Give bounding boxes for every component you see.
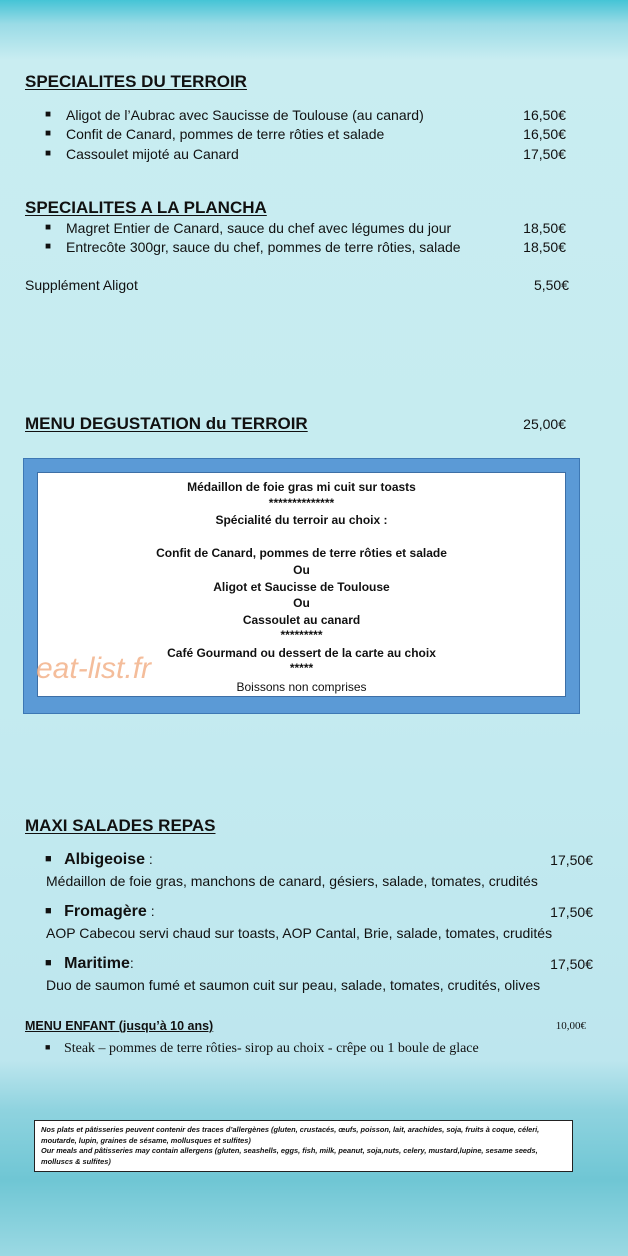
menu-line: Ou [293,596,310,610]
enfant-item [45,1038,479,1058]
menu-line: Confit de Canard, pommes de terre rôties et salade [156,546,447,560]
menu-item-label: Confit de Canard, pommes de terre rôties et salade [66,126,385,142]
menu-line: Boissons non comprises [236,680,367,694]
allergen-text-fr: Nos plats et pâtisseries peuvent contenir des traces d’allergènes (gluten, crustacés, œufs, poisson, lait, arachides, soja, fruits à coque, céleri, moutarde, lupin, graines de sésame, mollusques et sulfites) [41,1125,540,1145]
menu-item-label: Magret Entier de Canard, sauce du chef avec légumes du jour [66,220,452,236]
salad-price: 17,50€ [550,956,593,972]
section-title-salades: MAXI SALADES REPAS [25,816,216,835]
menu-item-label: Entrecôte 300gr, sauce du chef, pommes de terre rôties, salade [66,239,461,255]
menu-item-price: 18,50€ [523,220,566,236]
menu-line: Aligot et Saucisse de Toulouse [213,580,390,594]
square-bullet-icon: ■ [45,905,52,917]
square-bullet-icon: ■ [45,222,52,233]
menu-item [45,105,445,125]
enfant-price: 10,00€ [555,1020,586,1032]
degustation-price: 25,00€ [523,416,566,432]
menu-item-price: 18,50€ [523,239,566,255]
salad-name: Albigeoise [64,851,146,868]
menu-line: Spécialité du terroir au choix : [215,513,388,527]
salad-description: AOP Cabecou servi chaud sur toasts, AOP Cantal, Brie, salade, tomates, crudités [46,925,553,941]
salad-price: 17,50€ [550,852,593,868]
square-bullet-icon: ■ [45,957,52,969]
supplement-label: Supplément Aligot [25,277,138,293]
menu-item [45,218,485,238]
menu-line: Café Gourmand ou dessert de la carte au choix [167,646,436,660]
salad-name: Fromagère [64,903,147,920]
salad-separator: : [129,955,134,971]
salad-separator: : [146,903,155,919]
square-bullet-icon: ■ [45,109,52,120]
menu-item-label: Cassoulet mijoté au Canard [66,146,239,162]
menu-separator: ********* [280,628,323,642]
salad-item [45,901,155,923]
square-bullet-icon: ■ [45,148,52,159]
section-title-terroir: SPECIALITES DU TERROIR [25,72,247,91]
allergen-text-en: Our meals and pâtisseries may contain allergens (gluten, seashells, eggs, fish, milk, peanut, soja,nuts, celery, mustard,lupine, sesame seeds, molluscs & sulfites) [41,1146,538,1166]
menu-item-label: Aligot de l’Aubrac avec Saucisse de Toulouse (au canard) [66,107,424,123]
menu-separator: ************** [268,496,335,510]
salad-separator: : [145,851,153,867]
section-title-degustation: MENU DEGUSTATION du TERROIR [25,414,308,433]
menu-item-price: 16,50€ [523,126,566,142]
menu-line: Ou [293,563,310,577]
square-bullet-icon: ■ [45,241,52,252]
salad-item [45,953,134,975]
salad-description: Médaillon de foie gras, manchons de canard, gésiers, salade, tomates, crudités [46,873,538,889]
allergen-notice [34,1120,573,1172]
menu-item-price: 16,50€ [523,107,566,123]
menu-line: Médaillon de foie gras mi cuit sur toasts [187,480,416,494]
watermark: eat-list.fr [36,652,152,685]
menu-separator: ***** [289,661,314,675]
menu-item [45,237,485,257]
square-bullet-icon: ■ [45,853,52,865]
salad-description: Duo de saumon fumé et saumon cuit sur peau, salade, tomates, crudités, olives [46,977,541,993]
menu-item [45,144,445,164]
salad-item [45,849,153,871]
menu-item-price: 17,50€ [523,146,566,162]
enfant-item-label: Steak – pommes de terre rôties- sirop au choix - crêpe ou 1 boule de glace [63,1041,479,1056]
square-bullet-icon: ■ [45,128,52,139]
section-title-plancha: SPECIALITES A LA PLANCHA [25,198,267,217]
salad-name: Maritime [64,955,130,972]
menu-line: Cassoulet au canard [242,613,361,627]
section-title-enfant: MENU ENFANT (jusqu’à 10 ans) [25,1019,214,1033]
supplement-price: 5,50€ [533,277,569,293]
menu-item [45,124,445,144]
salad-price: 17,50€ [550,904,593,920]
square-bullet-icon: ■ [45,1042,51,1052]
